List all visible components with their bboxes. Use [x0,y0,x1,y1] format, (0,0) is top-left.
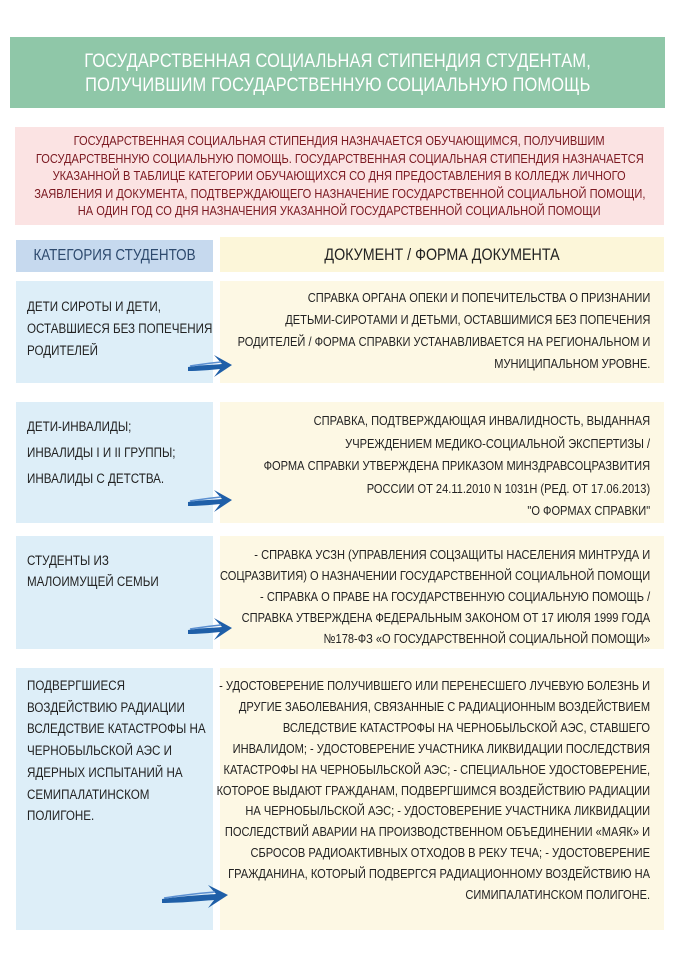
document-line: - УДОСТОВЕРЕНИЕ ПОЛУЧИВШЕГО ИЛИ ПЕРЕНЕСШЕГО ЛУЧЕВУЮ БОЛЕЗНЬ И [219,678,650,693]
document-line: МУНИЦИПАЛЬНОМ УРОВНЕ. [493,356,650,371]
document-line: РОССИИ ОТ 24.11.2010 N 1031Н (РЕД. ОТ 17.06.2013) [366,480,650,496]
category-line: ИНВАЛИДЫ С ДЕТСТВА. [27,471,165,486]
category-line: МАЛОИМУЩЕЙ СЕМЬИ [27,574,159,589]
document-line: СИМИПАЛАТИНСКОМ ПОЛИГОНЕ. [465,887,650,903]
header-document-label: ДОКУМЕНТ / ФОРМА ДОКУМЕНТА [324,244,560,264]
document-line: КАТАСТРОФЫ НА ЧЕРНОБЫЛЬСКОЙ АЭС; - СПЕЦИАЛЬНОЕ УДОСТОВЕРЕНИЕ, [223,761,650,777]
arrow-right-icon [186,484,234,516]
document-line: СПРАВКА УТВЕРЖДЕНА ФЕДЕРАЛЬНЫМ ЗАКОНОМ ОТ 17 ИЮЛЯ 1999 ГОДА [241,610,650,625]
row-1-document-cell [220,281,664,383]
document-line: "О ФОРМАХ СПРАВКИ" [527,503,650,518]
document-line: РОДИТЕЛЕЙ / ФОРМА СПРАВКИ УСТАНАВЛИВАЕТСЯ НА РЕГИОНАЛЬНОМ И [237,334,650,349]
intro-line: НА ОДИН ГОД СО ДНЯ НАЗНАЧЕНИЯ УКАЗАННОЙ ГОСУДАРСТВЕННОЙ СОЦИАЛЬНОЙ ПОМОЩИ [78,203,601,219]
category-line: ИНВАЛИДЫ I И II ГРУППЫ; [27,445,176,460]
document-line: ДРУГИЕ ЗАБОЛЕВАНИЯ, СВЯЗАННЫЕ С РАДИАЦИОННЫМ ВОЗДЕЙСТВИЕМ [238,698,650,714]
document-line: УЧРЕЖДЕНИЕМ МЕДИКО-СОЦИАЛЬНОЙ ЭКСПЕРТИЗЫ / [345,435,650,451]
document-line: КОТОРОЕ ВЫДАЮТ ГРАЖДАНАМ, ПОДВЕРГШИМСЯ ВОЗДЕЙСТВИЮ РАДИАЦИИ [216,782,650,798]
intro-paragraph [15,127,664,225]
category-line: ЯДЕРНЫХ ИСПЫТАНИЙ НА [27,764,183,780]
document-line: - СПРАВКА О ПРАВЕ НА ГОСУДАРСТВЕННУЮ СОЦИАЛЬНУЮ ПОМОЩЬ / [259,589,650,604]
row-2-category-cell [16,402,213,523]
category-line: ДЕТИ-ИНВАЛИДЫ; [27,419,132,434]
header-category-label: КАТЕГОРИЯ СТУДЕНТОВ [33,247,196,264]
document-line: ВСЛЕДСТВИЕ КАТАСТРОФЫ НА ЧЕРНОБЫЛЬСКОЙ АЭС, СТАВШЕГО [282,719,650,735]
document-line: ДЕТЬМИ-СИРОТАМИ И ДЕТЬМИ, ОСТАВШИМИСЯ БЕЗ ПОПЕЧЕНИЯ [284,312,650,327]
category-line: СЕМИПАЛАТИНСКОМ [27,786,150,802]
category-line: СТУДЕНТЫ ИЗ [27,553,109,568]
document-line: №178-ФЗ «О ГОСУДАРСТВЕННОЙ СОЦИАЛЬНОЙ ПОМОЩИ» [323,631,650,646]
category-line: ВОЗДЕЙСТВИЮ РАДИАЦИИ [27,699,185,715]
category-line: ЧЕРНОБЫЛЬСКОЙ АЭС И [27,743,172,759]
intro-line: ГОСУДАРСТВЕННАЯ СОЦИАЛЬНАЯ СТИПЕНДИЯ НАЗНАЧАЕТСЯ ОБУЧАЮЩИМСЯ, ПОЛУЧИВШИМ [73,133,606,149]
title-banner [10,37,665,108]
document-line: ФОРМА СПРАВКИ УТВЕРЖДЕНА ПРИКАЗОМ МИНЗДРАВСОЦРАЗВИТИЯ [263,458,650,473]
category-line: РОДИТЕЛЕЙ [27,343,99,358]
title-line-1: ГОСУДАРСТВЕННАЯ СОЦИАЛЬНАЯ СТИПЕНДИЯ СТУДЕНТАМ, [84,49,591,72]
row-4-document-cell [216,668,664,930]
row-2-document-cell [220,402,664,523]
document-line: СБРОСОВ РАДИОАКТИВНЫХ ОТХОДОВ В РЕКУ ТЕЧА; - УДОСТОВЕРЕНИЕ [250,845,651,861]
category-line: ВСЛЕДСТВИЕ КАТАСТРОФЫ НА [27,721,206,737]
category-line: ДЕТИ СИРОТЫ И ДЕТИ, [27,299,161,314]
document-line: НА ЧЕРНОБЫЛЬСКОЙ АЭС; - УДОСТОВЕРЕНИЕ УЧАСТНИКА ЛИКВИДАЦИИ [245,803,650,819]
arrow-right-icon [186,612,234,644]
document-line: СПРАВКА ОРГАНА ОПЕКИ И ПОПЕЧИТЕЛЬСТВА О ПРИЗНАНИИ [307,290,650,305]
document-line: - СПРАВКА УСЗН (УПРАВЛЕНИЯ СОЦЗАЩИТЫ НАСЕЛЕНИЯ МИНТРУДА И [254,547,650,562]
arrow-right-icon [160,880,230,912]
row-3-document-cell [220,536,664,649]
header-document [220,237,664,272]
document-line: СОЦРАЗВИТИЯ) О НАЗНАЧЕНИИ ГОСУДАРСТВЕННОЙ СОЦИАЛЬНОЙ ПОМОЩИ [219,568,650,583]
document-line: ИНВАЛИДОМ; - УДОСТОВЕРЕНИЕ УЧАСТНИКА ЛИКВИДАЦИИ ПОСЛЕДСТВИЯ [232,740,650,756]
document-line: ПОСЛЕДСТВИЙ АВАРИИ НА ПРОИЗВОДСТВЕННОМ ОБЪЕДИНЕНИИ «МАЯК» И [224,824,650,840]
category-line: ОСТАВШИЕСЯ БЕЗ ПОПЕЧЕНИЯ [27,321,213,336]
document-line: СПРАВКА, ПОДТВЕРЖДАЮЩАЯ ИНВАЛИДНОСТЬ, ВЫДАННАЯ [313,413,650,428]
arrow-right-icon [186,349,234,381]
intro-line: ЗАЯВЛЕНИЯ И ДОКУМЕНТА, ПОДТВЕРЖДАЮЩЕГО НАЗНАЧЕНИЕ ГОСУДАРСТВЕННОЙ СОЦИАЛЬНОЙ ПОМОЩИ, [33,185,646,201]
category-line: ПОДВЕРГШИЕСЯ [27,678,125,693]
header-category [16,240,213,272]
intro-line: УКАЗАННОЙ В ТАБЛИЦЕ КАТЕГОРИИ ОБУЧАЮЩИХСЯ СО ДНЯ ПРЕДОСТАВЛЕНИЯ В КОЛЛЕДЖ ЛИЧНОГО [52,168,627,184]
intro-line: ГОСУДАРСТВЕННУЮ СОЦИАЛЬНУЮ ПОМОЩЬ. ГОСУДАРСТВЕННАЯ СОЦИАЛЬНАЯ СТИПЕНДИЯ НАЗНАЧАЕТСЯ [35,150,644,166]
category-line: ПОЛИГОНЕ. [27,808,95,824]
title-line-2: ПОЛУЧИВШИМ ГОСУДАРСТВЕННУЮ СОЦИАЛЬНУЮ ПОМОЩЬ [84,73,591,96]
document-line: ГРАЖДАНИНА, КОТОРЫЙ ПОДВЕРГСЯ РАДИАЦИОННОМУ ВОЗДЕЙСТВИЮ НА [228,866,651,882]
